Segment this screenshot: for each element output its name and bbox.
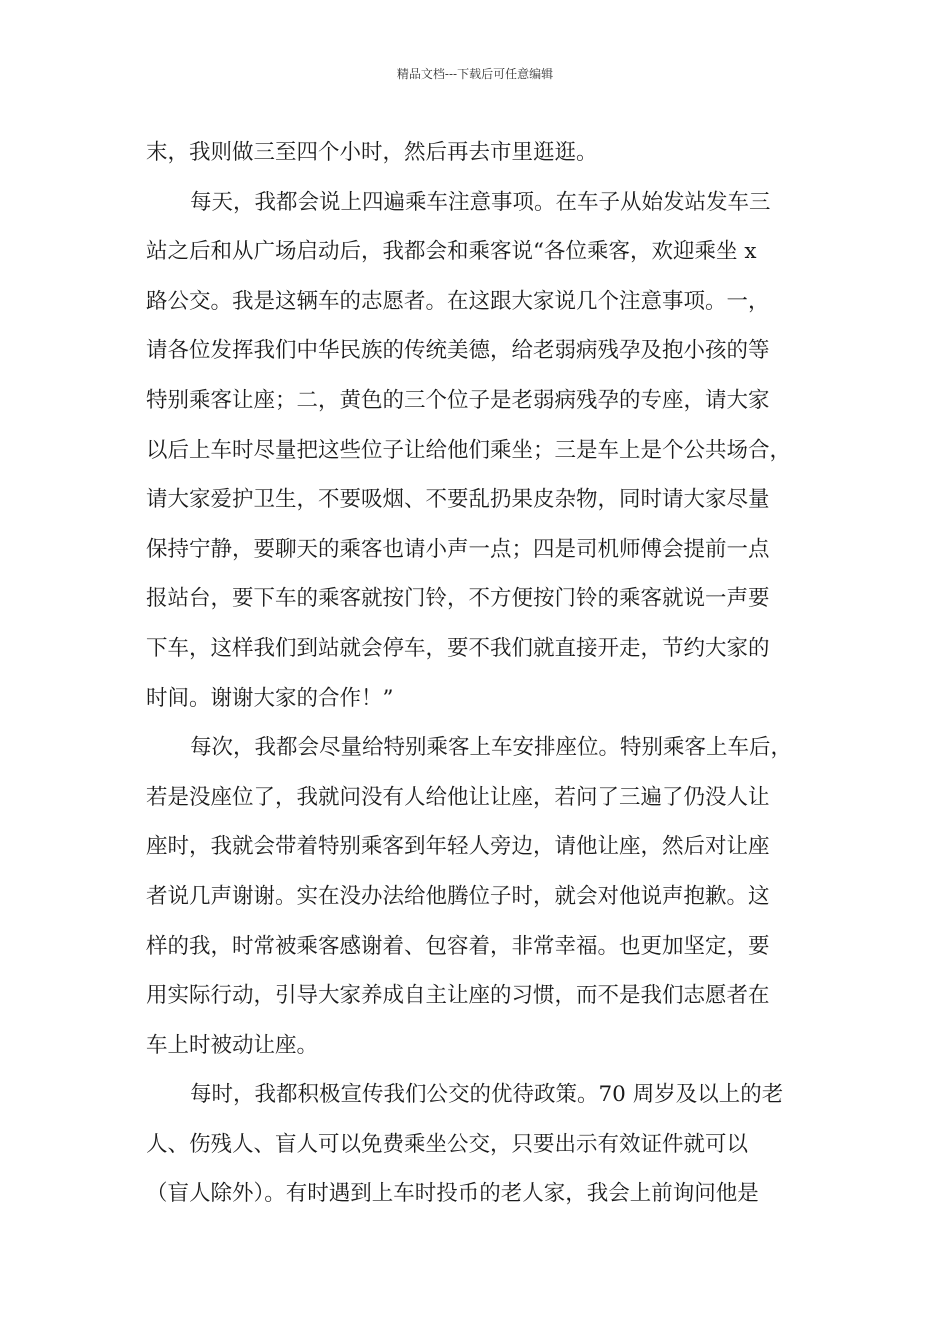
- text-line: 者说几声谢谢。实在没办法给他腾位子时，就会对他说声抱歉。这: [146, 883, 770, 909]
- paragraph-start-line: 每时，我都积极宣传我们公交的优待政策。70 周岁及以上的老: [190, 1082, 784, 1108]
- text-line: 时间。谢谢大家的合作！”: [146, 685, 394, 711]
- text-line: 以后上车时尽量把这些位子让给他们乘坐；三是车上是个公共场合，: [146, 437, 792, 463]
- text-line: 若是没座位了，我就问没有人给他让让座，若问了三遍了仍没人让: [146, 784, 770, 810]
- text-line: 站之后和从广场启动后，我都会和乘客说“各位乘客，欢迎乘坐 x: [146, 239, 757, 265]
- text-line: 用实际行动，引导大家养成自主让座的习惯，而不是我们志愿者在: [146, 983, 770, 1009]
- text-line: 特别乘客让座；二，黄色的三个位子是老弱病残孕的专座，请大家: [146, 387, 770, 413]
- document-body: [146, 128, 822, 1219]
- page-header: 精品文档---下载后可任意编辑: [396, 67, 554, 81]
- text-line: 请大家爱护卫生，不要吸烟、不要乱扔果皮杂物，同时请大家尽量: [146, 487, 770, 513]
- text-line: 请各位发挥我们中华民族的传统美德，给老弱病残孕及抱小孩的等: [146, 338, 770, 364]
- text-line: 座时，我就会带着特别乘客到年轻人旁边，请他让座，然后对让座: [146, 834, 770, 860]
- text-line: 报站台，要下车的乘客就按门铃，不方便按门铃的乘客就说一声要: [146, 586, 770, 612]
- text-line: 下车，这样我们到站就会停车，要不我们就直接开走，节约大家的: [146, 635, 770, 661]
- text-line: （盲人除外）。有时遇到上车时投币的老人家，我会上前询问他是: [146, 1181, 759, 1207]
- text-line: 人、伤残人、盲人可以免费乘坐公交，只要出示有效证件就可以: [146, 1131, 749, 1157]
- text-line: 保持宁静，要聊天的乘客也请小声一点；四是司机师傅会提前一点: [146, 536, 770, 562]
- paragraph-start-line: 每次，我都会尽量给特别乘客上车安排座位。特别乘客上车后，: [190, 735, 793, 761]
- text-line: 样的我，时常被乘客感谢着、包容着，非常幸福。也更加坚定，要: [146, 933, 770, 959]
- text-line: 末，我则做三至四个小时，然后再去市里逛逛。: [146, 140, 598, 165]
- text-line: 车上时被动让座。: [146, 1032, 319, 1058]
- paragraph-start-line: 每天，我都会说上四遍乘车注意事项。在车子从始发站发车三: [190, 189, 771, 215]
- text-line: 路公交。我是这辆车的志愿者。在这跟大家说几个注意事项。一，: [146, 288, 770, 314]
